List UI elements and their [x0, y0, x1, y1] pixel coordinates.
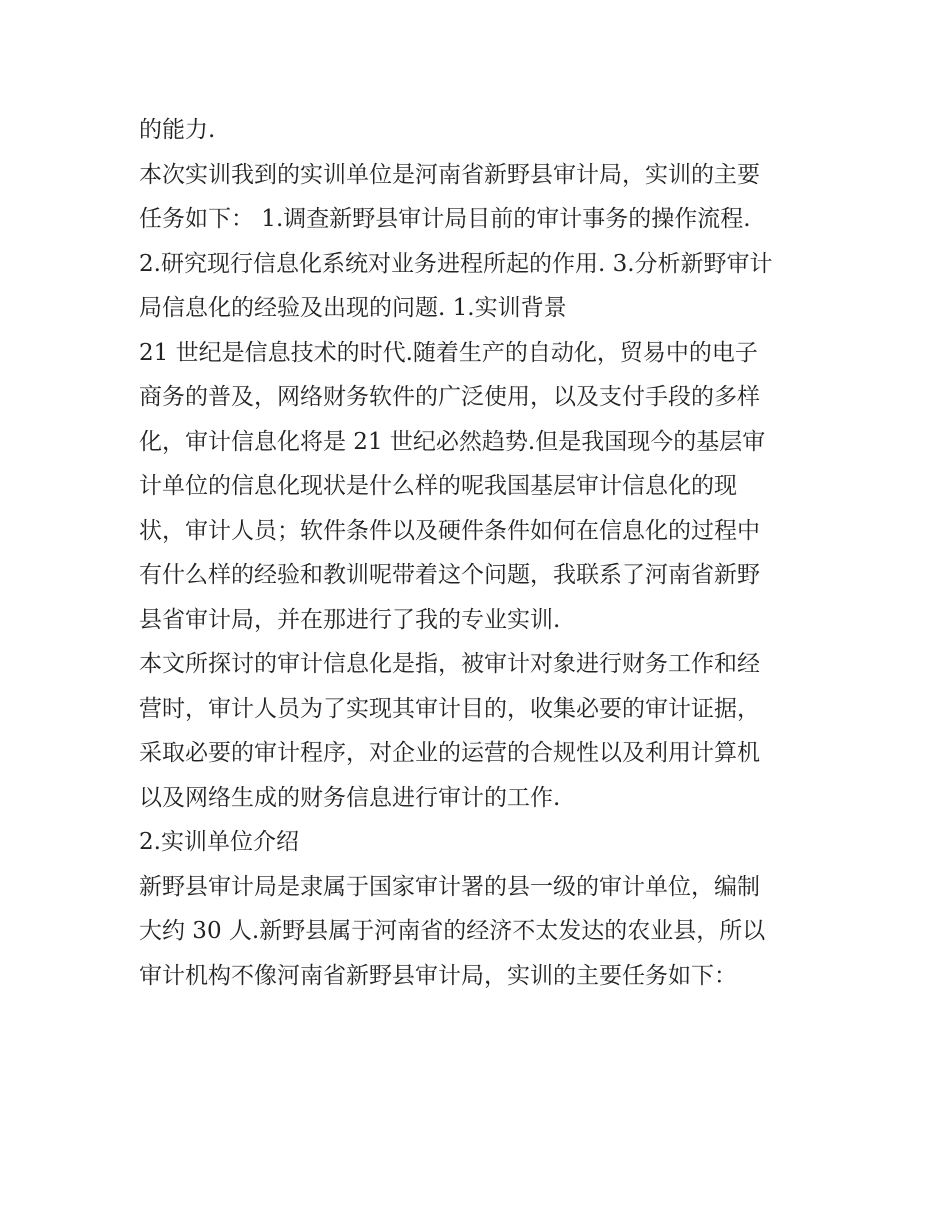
body-text — [139, 108, 819, 998]
text-line: 本次实训我到的实训单位是河南省新野县审计局，实训的主要 — [139, 161, 760, 188]
text-line: 局信息化的经验及出现的问题. 1.实训背景 — [139, 295, 567, 321]
text-line: 有什么样的经验和教训呢带着这个问题，我联系了河南省新野 — [139, 562, 760, 588]
text-line: 2.研究现行信息化系统对业务进程所起的作用. 3.分析新野审计 — [139, 250, 773, 277]
text-line: 营时，审计人员为了实现其审计目的，收集必要的审计证据， — [139, 695, 760, 722]
text-line: 21 世纪是信息技术的时代.随着生产的自动化，贸易中的电子 — [139, 339, 758, 366]
text-line: 新野县审计局是隶属于国家审计署的县一级的审计单位，编制 — [139, 873, 760, 900]
text-line: 以及网络生成的财务信息进行审计的工作. — [139, 784, 561, 811]
text-line: 审计机构不像河南省新野县审计局，实训的主要任务如下： — [139, 962, 737, 989]
text-line: 任务如下： 1.调查新野县审计局目前的审计事务的操作流程. — [139, 206, 751, 232]
text-line: 大约 30 人.新野县属于河南省的经济不太发达的农业县，所以 — [139, 918, 766, 944]
text-line: 2.实训单位介绍 — [139, 829, 299, 855]
text-line: 商务的普及，网络财务软件的广泛使用，以及支付手段的多样 — [139, 384, 760, 410]
text-line: 的能力. — [139, 117, 216, 143]
text-line: 计单位的信息化现状是什么样的呢我国基层审计信息化的现 — [139, 473, 737, 499]
text-line: 化，审计信息化将是 21 世纪必然趋势.但是我国现今的基层审 — [139, 428, 766, 455]
text-line: 县省审计局，并在那进行了我的专业实训. — [139, 606, 561, 633]
text-line: 状，审计人员；软件条件以及硬件条件如何在信息化的过程中 — [139, 517, 760, 544]
text-line: 采取必要的审计程序，对企业的运营的合规性以及利用计算机 — [139, 740, 760, 766]
text-line: 本文所探讨的审计信息化是指，被审计对象进行财务工作和经 — [139, 651, 760, 677]
